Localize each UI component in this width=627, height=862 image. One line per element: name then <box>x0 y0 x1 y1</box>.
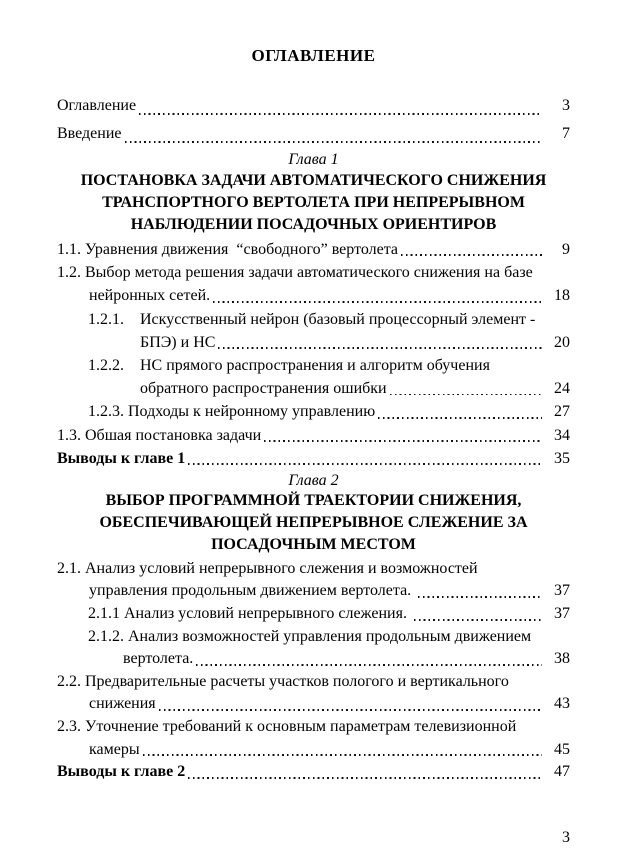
toc-entry[interactable] <box>57 671 570 716</box>
toc-entry[interactable] <box>57 447 570 470</box>
toc-section <box>57 92 570 148</box>
toc-entry-line[interactable] <box>57 558 570 581</box>
toc-entry-line[interactable] <box>57 261 570 284</box>
toc-entry[interactable] <box>57 261 570 307</box>
entry-text: Искусственный нейрон (базовый процессорный элемент - <box>140 310 536 328</box>
toc-entry-line[interactable] <box>57 354 570 377</box>
toc-entry-line[interactable] <box>57 626 570 649</box>
entry-page-number: 18 <box>554 287 570 305</box>
toc-section <box>57 472 570 784</box>
entry-text: управления продольным движением вертолета. <box>89 582 416 600</box>
toc-entry[interactable] <box>57 400 570 423</box>
dot-leader <box>196 648 542 671</box>
entry-page-number: 38 <box>554 650 570 668</box>
dot-leader <box>139 92 542 120</box>
toc-entry-line[interactable] <box>57 648 570 671</box>
entry-text: Выводы к главе 2 <box>57 763 186 781</box>
toc-entry-line[interactable] <box>57 424 570 447</box>
toc-entry-line[interactable] <box>57 447 570 470</box>
dot-leader <box>188 447 542 470</box>
dot-leader <box>213 284 542 307</box>
entry-page-number: 20 <box>554 333 570 351</box>
entry-text: снижения <box>89 695 156 713</box>
entry-text: Введение <box>57 125 122 142</box>
toc-entry-line[interactable] <box>57 331 570 354</box>
dot-leader <box>390 377 542 400</box>
toc-entry-line[interactable] <box>57 603 570 626</box>
toc-entry-line[interactable] <box>57 120 570 148</box>
chapter-title-line: ОБЕСПЕЧИВАЮЩЕЙ НЕПРЕРЫВНОЕ СЛЕЖЕНИЕ ЗА <box>99 513 528 531</box>
entry-text: 2.2. Предварительные расчеты участков пологого и вертикального <box>57 672 509 690</box>
toc-entry-line[interactable] <box>57 693 570 716</box>
toc-entry-line[interactable] <box>57 238 570 261</box>
entry-number: 1.2.1. <box>88 310 124 328</box>
toc-entry-line[interactable] <box>57 308 570 331</box>
toc-entry[interactable] <box>57 558 570 603</box>
chapter-label: Глава 2 <box>288 471 339 489</box>
chapter-heading <box>57 150 570 236</box>
toc-entry[interactable] <box>57 603 570 626</box>
entry-text: 1.3. Обшая постановка задачи <box>57 426 262 444</box>
toc-entry[interactable] <box>57 238 570 261</box>
table-of-contents <box>57 92 570 784</box>
toc-entry-line[interactable] <box>57 377 570 400</box>
dot-leader <box>418 580 542 603</box>
chapter-title-line: НАБЛЮДЕНИИ ПОСАДОЧНЫХ ОРИЕНТИРОВ <box>130 216 497 233</box>
entry-page-number: 37 <box>554 582 570 600</box>
toc-entry-line[interactable] <box>57 284 570 307</box>
entry-page-number: 37 <box>554 605 570 623</box>
toc-entry[interactable] <box>57 761 570 784</box>
entry-text: НС прямого распространения и алгоритм обучения <box>140 356 490 374</box>
dot-leader <box>188 761 542 784</box>
entry-text: БПЭ) и НС <box>140 333 216 351</box>
toc-entry[interactable] <box>57 716 570 761</box>
entry-text: 1.1. Уравнения движения “свободного” вертолета <box>57 241 399 258</box>
toc-entry[interactable] <box>57 120 570 148</box>
entry-number: 1.2.2. <box>88 356 124 374</box>
dot-leader <box>159 693 542 716</box>
entry-text: обратного распространения ошибки <box>140 380 387 398</box>
entry-text: Выводы к главе 1 <box>57 449 186 467</box>
entry-page-number: 35 <box>554 449 570 467</box>
entry-page-number: 34 <box>554 426 570 444</box>
entry-page-number: 43 <box>554 695 570 713</box>
entry-page-number: 7 <box>562 125 570 142</box>
toc-entry[interactable] <box>57 424 570 447</box>
entry-page-number: 45 <box>554 740 570 758</box>
toc-entry[interactable] <box>57 92 570 120</box>
toc-entry[interactable] <box>57 626 570 671</box>
entry-page-number: 9 <box>562 241 570 258</box>
chapter-title-line: ВЫБОР ПРОГРАММНОЙ ТРАЕКТОРИИ СНИЖЕНИЯ, <box>105 491 522 509</box>
entry-text: 2.3. Уточнение требований к основным параметрам телевизионной <box>57 718 517 736</box>
toc-entry[interactable] <box>57 354 570 400</box>
dot-leader <box>401 238 542 261</box>
toc-entry-line[interactable] <box>57 580 570 603</box>
dot-leader <box>378 400 542 423</box>
dot-leader <box>218 331 542 354</box>
chapter-title-line: ПОСТАНОВКА ЗАДАЧИ АВТОМАТИЧЕСКОГО СНИЖЕНИЯ <box>80 172 547 189</box>
entry-page-number: 24 <box>554 380 570 398</box>
toc-entry-line[interactable] <box>57 671 570 694</box>
entry-text: 2.1. Анализ условий непрерывного слежения и возможностей <box>57 559 478 577</box>
entry-page-number: 27 <box>554 403 570 421</box>
entry-text: камеры <box>89 740 140 758</box>
page-number: 3 <box>562 829 570 846</box>
entry-text: Оглавление <box>57 97 137 114</box>
entry-page-number: 47 <box>554 763 570 781</box>
entry-page-number: 3 <box>562 97 570 114</box>
toc-section <box>57 150 570 470</box>
dot-leader <box>264 424 542 447</box>
chapter-label: Глава 1 <box>288 151 339 168</box>
toc-entry-line[interactable] <box>57 716 570 739</box>
toc-entry-line[interactable] <box>57 739 570 762</box>
page-title: ОГЛАВЛЕНИЕ <box>251 46 376 65</box>
chapter-title-line: ПОСАДОЧНЫМ МЕСТОМ <box>211 535 416 553</box>
entry-text: 1.2.3. Подходы к нейронному управлению <box>88 403 376 421</box>
toc-entry[interactable] <box>57 308 570 354</box>
dot-leader <box>125 120 543 148</box>
dot-leader <box>143 739 542 762</box>
toc-entry-line[interactable] <box>57 92 570 120</box>
chapter-title-line: ТРАНСПОРТНОГО ВЕРТОЛЕТА ПРИ НЕПРЕРЫВНОМ <box>102 194 525 211</box>
toc-entry-line[interactable] <box>57 400 570 423</box>
entry-text: 2.1.1 Анализ условий непрерывного слежения. <box>88 605 411 623</box>
entry-text: вертолета. <box>123 650 194 668</box>
entry-text: нейронных сетей. <box>89 287 211 305</box>
toc-entry-line[interactable] <box>57 761 570 784</box>
entry-text: 1.2. Выбор метода решения задачи автоматического снижения на базе <box>57 264 533 282</box>
entry-text: 2.1.2. Анализ возможностей управления продольным движением <box>88 627 532 645</box>
dot-leader <box>414 603 542 626</box>
chapter-heading <box>57 472 570 556</box>
